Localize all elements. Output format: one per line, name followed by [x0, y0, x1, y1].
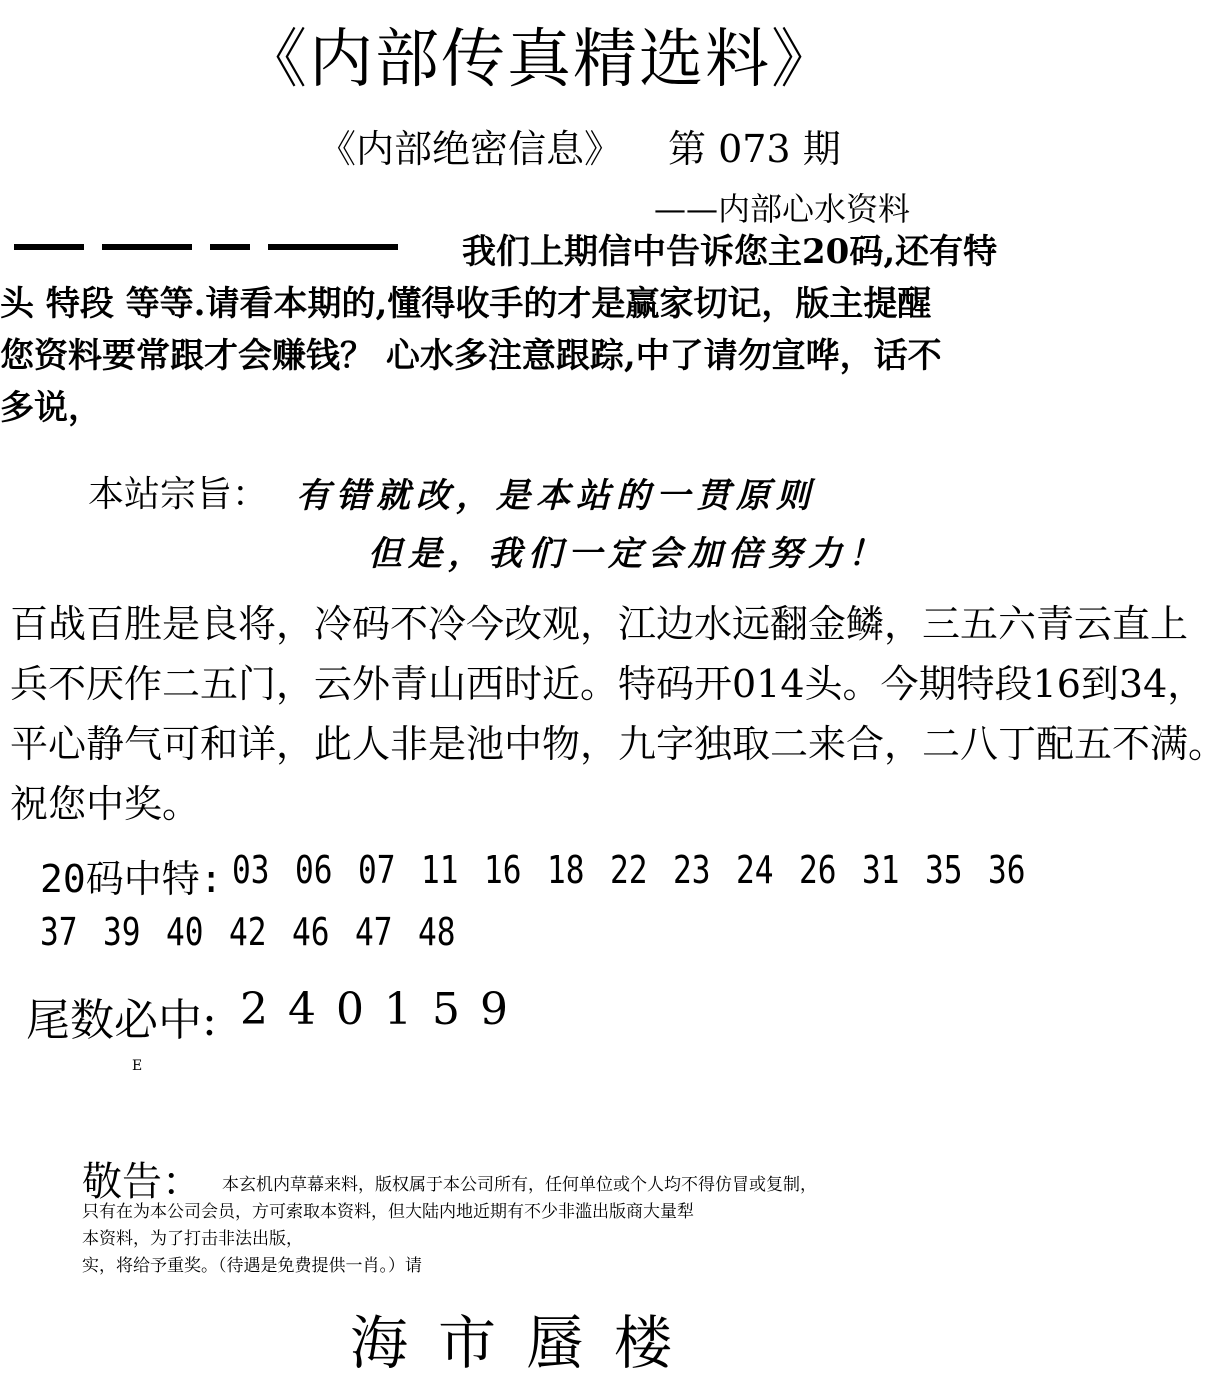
code-number: 48	[418, 910, 456, 954]
code-number: 39	[103, 910, 141, 954]
tail-digit: 0	[336, 984, 364, 1035]
intro-line: 头 特段 等等.请看本期的,懂得收手的才是赢家切记，版主提醒	[0, 284, 932, 324]
code-number: 40	[166, 910, 204, 954]
code-number: 47	[355, 910, 393, 954]
tail-digit: 5	[432, 984, 460, 1035]
source-line: ——内部心水资料	[654, 190, 911, 228]
notice-line: 本资料，为了打击非法出版，	[82, 1229, 303, 1249]
code-number: 07	[358, 848, 396, 892]
code-number: 35	[925, 848, 963, 892]
issue-number: 第 073 期	[668, 127, 841, 171]
brand-name: 海市蜃楼	[350, 1309, 703, 1377]
code-number: 22	[610, 848, 648, 892]
intro-paragraph	[0, 226, 1080, 434]
code-number: 06	[295, 848, 333, 892]
code-number: 18	[547, 848, 585, 892]
tail-digit: 2	[240, 984, 268, 1035]
code-number: 24	[736, 848, 774, 892]
tail-digit: 1	[384, 984, 412, 1035]
code-number: 37	[40, 910, 78, 954]
tail-label: 尾数必中:	[26, 995, 217, 1046]
tail-digit: 4	[288, 984, 316, 1035]
notice-label: 敬告：	[82, 1159, 202, 1205]
tail-digit: 9	[480, 984, 508, 1035]
notice-line: 实，将给予重奖。（待遇是免费提供一肖。）请	[82, 1256, 422, 1276]
page-title: 《内部传真精选料》	[243, 23, 837, 97]
intro-line: 多说，	[0, 388, 102, 428]
code-number: 11	[421, 848, 459, 892]
notice-line: 本玄机内草幕来料，版权属于本公司所有，任何单位或个人均不得仿冒或复制，	[222, 1175, 817, 1195]
intro-line: 我们上期信中告诉您主20码,还有特	[462, 232, 998, 272]
poem-line: 百战百胜是良将，冷码不冷今改观，江边水远翻金鳞，三五六青云直上	[10, 602, 1189, 646]
poem-line: 祝您中奖。	[10, 782, 201, 826]
tail-values	[240, 984, 528, 1035]
poem-block	[10, 594, 1226, 834]
code-number: 23	[673, 848, 711, 892]
code-number: 26	[799, 848, 837, 892]
codes-row-1	[232, 848, 1051, 892]
motto-label: 本站宗旨：	[88, 474, 269, 515]
code-number: 46	[292, 910, 330, 954]
motto-line-1: 有错就改，是本站的一贯原则	[296, 476, 816, 516]
poem-line: 兵不厌作二五门，云外青山西时近。特码开014头。今期特段16到34，	[10, 662, 1206, 706]
notice-text	[82, 1172, 817, 1280]
code-number: 31	[862, 848, 900, 892]
intro-line: 您资料要常跟才会赚钱？ 心水多注意跟踪,中了请勿宣哗，话不	[0, 336, 942, 376]
codes-row-2	[40, 910, 481, 954]
poem-line: 平心静气可和详，此人非是池中物，九字独取二来合，二八丁配五不满。	[10, 722, 1226, 766]
code-number: 42	[229, 910, 267, 954]
subtitle: 《内部绝密信息》	[318, 127, 623, 171]
code-number: 03	[232, 848, 270, 892]
codes-label: 20码中特:	[40, 857, 223, 901]
stray-mark: E	[132, 1058, 143, 1074]
motto-line-2: 但是，我们一定会加倍努力！	[368, 534, 888, 574]
code-number: 36	[988, 848, 1026, 892]
notice-line: 只有在为本公司会员，方可索取本资料，但大陆内地近期有不少非滥出版商大量犁	[82, 1202, 694, 1222]
code-number: 16	[484, 848, 522, 892]
